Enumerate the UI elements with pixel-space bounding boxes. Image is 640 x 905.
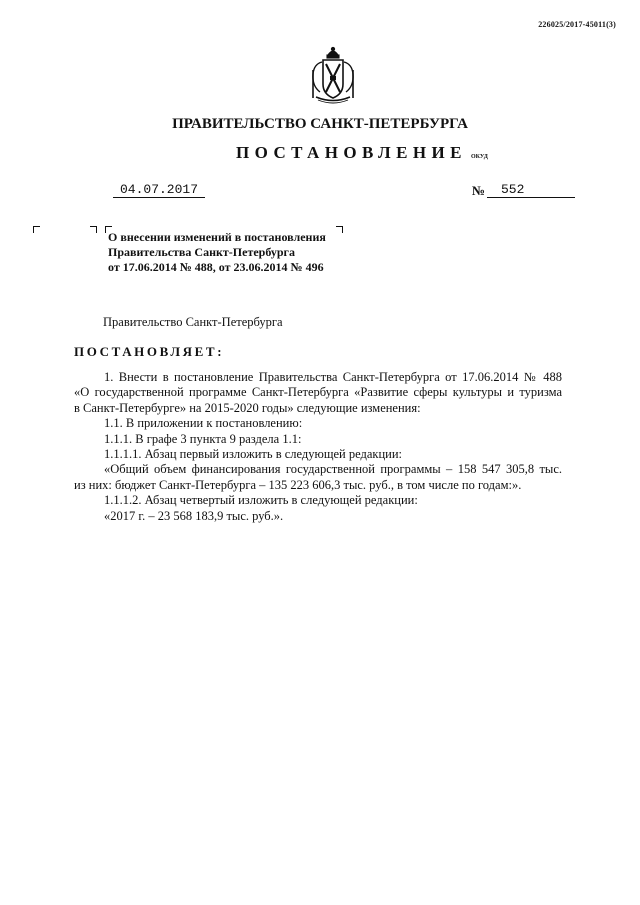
body-line: из них: бюджет Санкт-Петербурга – 135 223 606,3 тыс. руб., в том числе по годам:». <box>74 477 522 492</box>
body-line: 1.1. В приложении к постановлению: <box>104 416 303 431</box>
body-line: 1.1.1.2. Абзац четвертый изложить в следующей редакции: <box>104 493 418 508</box>
okud-label: ОКУД <box>471 154 488 160</box>
corner-mark <box>90 226 97 233</box>
body-line: «О государственной программе Санкт-Петербурга «Развитие сферы культуры и туризма <box>74 385 562 400</box>
resolves-heading: ПОСТАНОВЛЯЕТ: <box>74 344 225 359</box>
number-sign: № <box>472 183 486 198</box>
document-body <box>74 370 562 524</box>
coat-of-arms-icon <box>306 46 360 106</box>
body-line: 1.1.1. В графе 3 пункта 9 раздела 1.1: <box>104 431 302 446</box>
government-title: ПРАВИТЕЛЬСТВО САНКТ-ПЕТЕРБУРГА <box>172 116 468 132</box>
corner-mark <box>33 226 40 233</box>
document-code: 226025/2017-45011(3) <box>538 20 616 29</box>
document-number: 552 <box>487 183 575 198</box>
body-line: в Санкт-Петербурге» на 2015-2020 годы» следующие изменения: <box>74 400 421 415</box>
body-line: 1.1.1.1. Абзац первый изложить в следующей редакции: <box>104 447 402 461</box>
subject-line: от 17.06.2014 № 488, от 23.06.2014 № 496 <box>108 260 324 274</box>
document-type: ПОСТАНОВЛЕНИЕ <box>236 143 467 162</box>
document-subject <box>108 230 358 275</box>
body-line: 1. Внести в постановление Правительства Санкт-Петербурга от 17.06.2014 № 488 <box>104 370 562 384</box>
issuer: Правительство Санкт-Петербурга <box>103 315 283 329</box>
subject-line: Правительства Санкт-Петербурга <box>108 245 296 259</box>
document-date: 04.07.2017 <box>113 183 205 198</box>
body-line: «2017 г. – 23 568 183,9 тыс. руб.». <box>104 508 284 523</box>
subject-line: О внесении изменений в постановления <box>108 230 326 244</box>
body-line: «Общий объем финансирования государственной программы – 158 547 305,8 тыс. <box>104 462 562 477</box>
